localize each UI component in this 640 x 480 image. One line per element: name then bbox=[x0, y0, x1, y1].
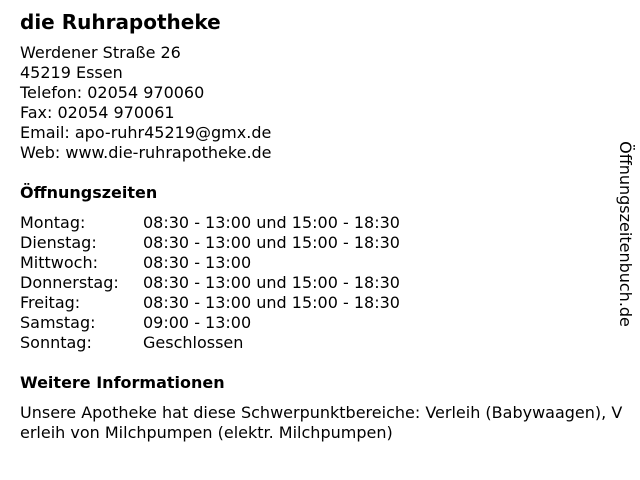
city-address: 45219 Essen bbox=[20, 63, 123, 82]
time-range: 08:30 - 13:00 und 15:00 - 18:30 bbox=[143, 273, 400, 292]
website-address: Web: www.die-ruhrapotheke.de bbox=[20, 143, 272, 162]
time-range: 08:30 - 13:00 bbox=[143, 253, 252, 272]
further-info-heading: Weitere Informationen bbox=[20, 373, 225, 392]
opening-hours-heading: Öffnungszeiten bbox=[20, 183, 158, 202]
pharmacy-name: die Ruhrapotheke bbox=[20, 10, 221, 34]
further-info-text: Unsere Apotheke hat diese Schwerpunktbereiche: Verleih (Babywaagen), Verleih von Milchpumpen (elektr. Milchpumpen) bbox=[20, 403, 623, 442]
day-label: Dienstag: bbox=[20, 233, 97, 252]
phone-number: Telefon: 02054 970060 bbox=[20, 83, 205, 102]
time-range: 09:00 - 13:00 bbox=[143, 313, 252, 332]
day-label: Montag: bbox=[20, 213, 86, 232]
email-address: Email: apo-ruhr45219@gmx.de bbox=[20, 123, 272, 142]
time-range: 08:30 - 13:00 und 15:00 - 18:30 bbox=[143, 213, 400, 232]
day-label: Sonntag: bbox=[20, 333, 92, 352]
day-label: Freitag: bbox=[20, 293, 81, 312]
contact-block bbox=[20, 43, 272, 163]
time-range: 08:30 - 13:00 und 15:00 - 18:30 bbox=[143, 293, 400, 312]
day-label: Mittwoch: bbox=[20, 253, 98, 272]
day-label: Samstag: bbox=[20, 313, 96, 332]
street-address: Werdener Straße 26 bbox=[20, 43, 181, 62]
brand-label: Öffnungszeitenbuch.de bbox=[616, 141, 635, 327]
time-range: 08:30 - 13:00 und 15:00 - 18:30 bbox=[143, 233, 400, 252]
time-range: Geschlossen bbox=[143, 333, 244, 352]
fax-number: Fax: 02054 970061 bbox=[20, 103, 175, 122]
day-label: Donnerstag: bbox=[20, 273, 119, 292]
brand-watermark bbox=[614, 134, 636, 334]
